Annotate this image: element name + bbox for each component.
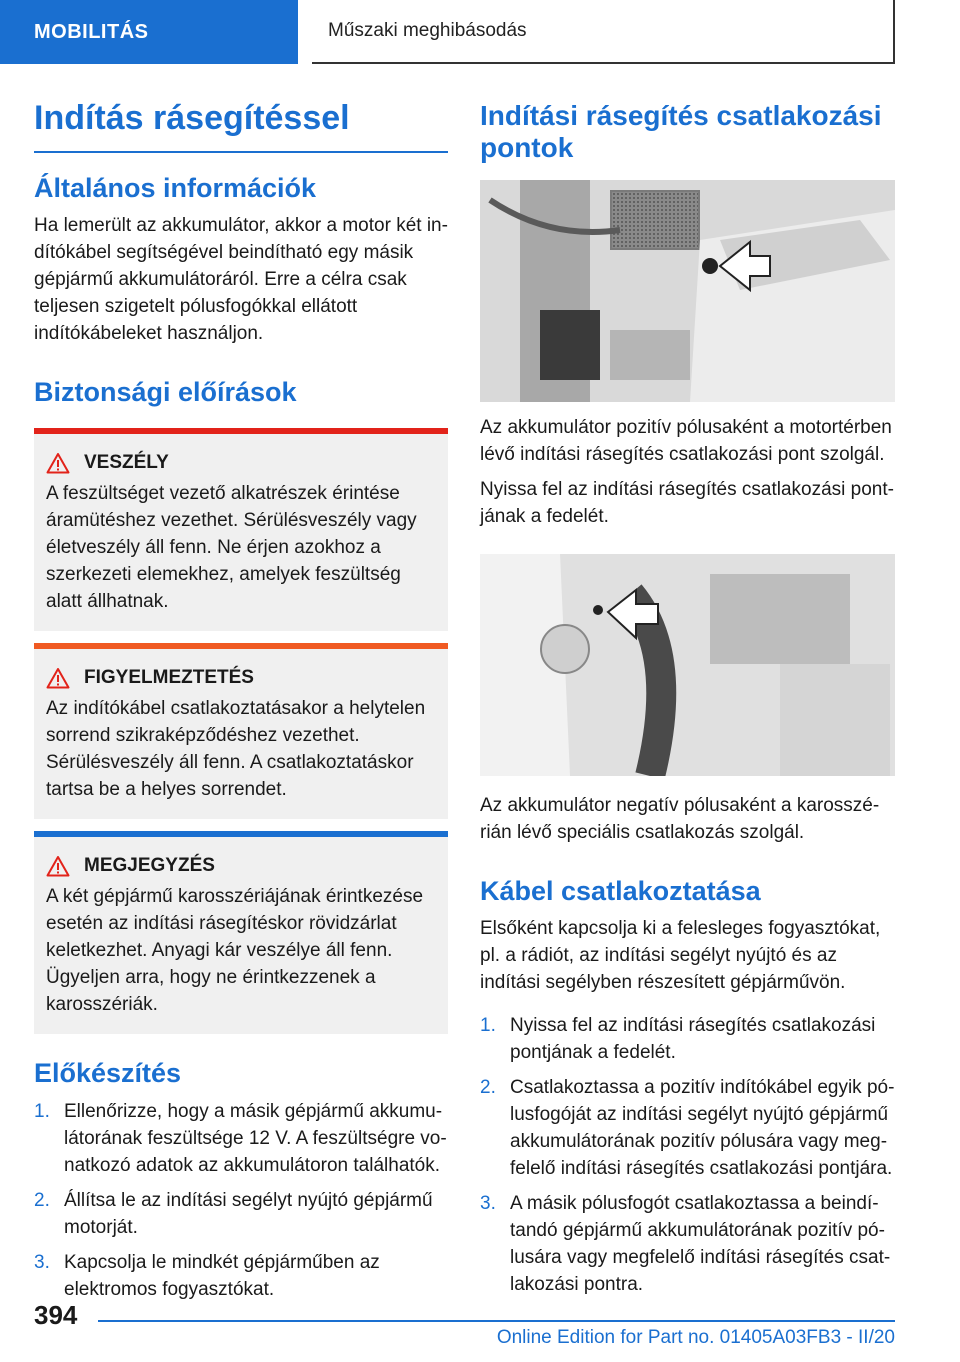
footer-divider [98,1320,895,1322]
notice-text: A két gépjármű karosszériájának érintkezése esetén az indítási rásegítéskor rövidzárlat keletkezhet. Anyagi kár veszélye áll fenn. Ügyeljen arra, hogy ne érintkezzenek a karosszériák. [46,886,424,1016]
list-item: 1. Ellenőrizze, hogy a másik gépjármű akkumulátorának feszültsége 12 V. A feszültségre vonatkozó adatok az akkumulátoron találhatók. [34,1100,447,1176]
caption-open-cover: Nyissa fel az indítási rásegítés csatlakozási pontjának a fedelét. [480,479,894,528]
danger-text: A feszültséget vezető alkatrészek érintése áramütéshez vezethet. Sérülésveszély vagy életveszély áll fenn. Ne érjen azokhoz a szerkezeti elemekhez, amelyek feszültség alatt állhatnak. [46,483,417,613]
list-item: 1. Nyissa fel az indítási rásegítés csatlakozási pontjának a fedelét. [480,1015,876,1064]
footer-edition: Online Edition for Part no. 01405A03FB3 - II/20 [496,1327,895,1348]
caption-positive: Az akkumulátor pozitív pólusaként a motortérben lévő indítási rásegítés csatlakozási pont szolgál. [480,417,892,466]
general-info-text: Ha lemerült az akkumulátor, akkor a motor két indítókábel segítségével beindítható egy másik gépjármű akkumulátoráról. Erre a célra csak teljesen szigetelt pólusfogókkal ellátott indítókábeleket használjon. [34,215,448,345]
warning-triangle-icon [46,855,70,877]
left-column [34,100,448,1311]
warning-triangle-icon [46,452,70,474]
prep-heading: Előkészítés [34,1058,182,1089]
warning-box [34,643,448,819]
warning-title: FIGYELMEZTETÉS [84,667,254,689]
warning-triangle-icon [46,667,70,689]
general-info-heading: Általános információk [34,173,317,204]
notice-box [34,831,448,1034]
chapter-tab: Műszaki meghibásodás [312,0,895,64]
cable-heading: Kábel csatlakoztatása [480,876,761,907]
warning-text: Az indítókábel csatlakoztatásakor a helytelen sorrend szikraképződéshez vezethet. Sérülésveszély áll fenn. A csatlakoztatáskor tartsa be a helyes sorrendet. [46,698,426,801]
ground-point-image [480,554,895,776]
danger-box [34,428,448,631]
danger-title: VESZÉLY [84,452,169,474]
list-item: 3. Kapcsolja le mindkét gépjárműben az elektromos fogyasztókat. [34,1251,380,1300]
list-item: 2. Csatlakoztassa a pozitív indítókábel egyik pólusfogóját az indítási segélyt nyújtó gépjármű akkumulátorának pozitív pólusára vagy megfelelő indítási rásegítés csatlakozási pontjára. [480,1077,895,1180]
page-title: Indítás rásegítéssel [34,100,448,153]
cable-steps [480,1012,895,1298]
list-item: 3. A másik pólusfogót csatlakoztassa a beindítandó gépjármű akkumulátorának pozitív pólusára vagy megfelelő indítási rásegítés csatlakozási pontra. [480,1193,891,1296]
caption-negative: Az akkumulátor negatív pólusaként a karosszérián lévő speciális csatlakozás szolgál. [480,795,880,844]
page-number: 394 [34,1300,78,1330]
prep-steps [34,1098,448,1303]
right-column [480,100,895,1306]
notice-title: MEGJEGYZÉS [84,855,215,877]
list-item: 2. Állítsa le az indítási segélyt nyújtó gépjármű motorját. [34,1189,433,1238]
safety-heading: Biztonsági előírások [34,377,297,408]
cable-intro: Elsőként kapcsolja ki a felesleges fogyasztókat, pl. a rádiót, az indítási segélyt nyújtó és az indítási segélyben részesített gépjárművön. [480,918,881,994]
connection-points-heading: Indítási rásegítés csatlakozási pontok [480,100,882,164]
section-tab: MOBILITÁS [0,0,298,64]
engine-bay-image [480,180,895,402]
